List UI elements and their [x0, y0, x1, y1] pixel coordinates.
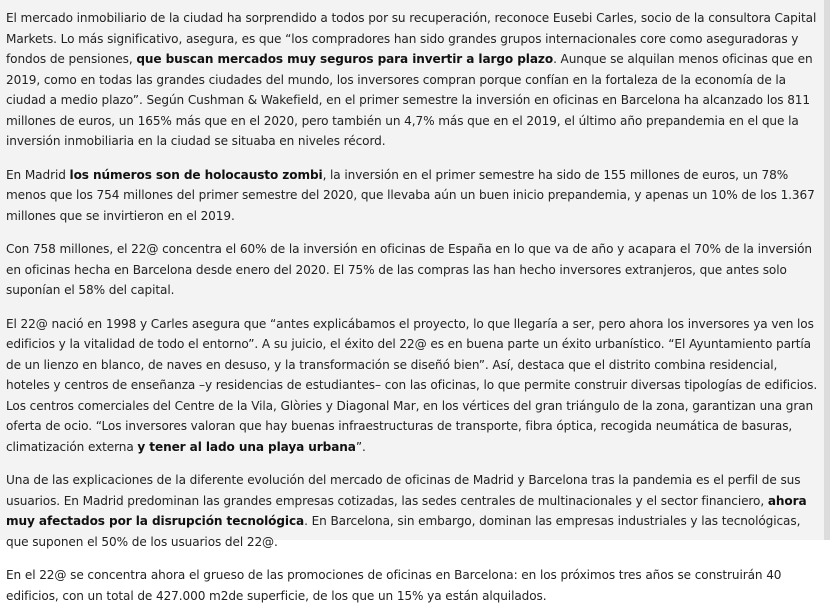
paragraph-1: [6, 8, 820, 152]
highlight-text: ahora muy afectados por la disrupción tecnológica: [6, 493, 807, 528]
paragraph-2: [6, 165, 820, 227]
paragraph-3: [6, 239, 820, 301]
paragraph-text: En Madrid: [6, 167, 70, 182]
paragraph-text: Con 758 millones, el 22@ concentra el 60% de la inversión en oficinas de España en lo que va de año y acapara el 70% de la inversión en oficinas hecha en Barcelona desde enero del 2020. El 75% de las compras las han hecho inversores extranjeros, que antes solo suponían el 58% del capital.: [6, 242, 812, 297]
paragraph-text: Una de las explicaciones de la diferente evolución del mercado de oficinas de Madrid y Barcelona tras la pandemia es el perfil de sus usuarios. En Madrid predominan las grandes empresas cotizadas, las sedes centrales de multinacionales y el sector financiero,: [6, 473, 801, 508]
paragraph-text: , la inversión en el primer semestre ha sido de 155 millones de euros, un 78% menos que los 754 millones del primer semestre del 2020, que llevaba aún un buen inicio prepandemia, y apenas un 10% de los 1.367 millones que se invirtieron en el 2019.: [6, 167, 815, 223]
paragraph-4: [6, 314, 820, 458]
paragraph-text: . Aunque se alquilan menos oficinas que en 2019, como en todas las grandes ciudades del mundo, los inversores compran porque confían en la fortaleza de la economía de la ciudad a medio plazo”. Según Cushman & Wakefield, en el primer semestre la inversión en oficinas en Barcelona ha alcanzado los 811 millones de euros, un 165% más que en el 2020, pero también un 4,7% más que en el 2019, el último año prepandemia en el que la inversión inmobiliaria en la ciudad se situaba en niveles récord.: [6, 52, 813, 148]
highlight-text: que buscan mercados muy seguros para invertir a largo plazo: [136, 52, 554, 66]
paragraph-text: ”.: [355, 439, 366, 454]
highlight-text: los números son de holocausto zombi: [69, 167, 323, 182]
paragraph-text: En el 22@ se concentra ahora el grueso de las promociones de oficinas en Barcelona: en los próximos tres años se construirán 40 edificios, con un total de 427.000 m2de superficie, de los que un 15% ya están alquilados.: [6, 568, 782, 603]
highlight-text: y tener al lado una playa urbana: [137, 439, 356, 454]
paragraph-text: El 22@ nació en 1998 y Carles asegura que “antes explicábamos el proyecto, lo que llegaría a ser, pero ahora los inversores ya ven los edificios y la vitalidad de todo el entorno”. A su juicio, el éxito del 22@ es en buena parte un éxito urbanístico. “El Ayuntamiento partía de un lienzo en blanco, de naves en desuso, y la transformación se diseñó bien”. Así, destaca que el distrito combina residencial, hoteles y centros de enseñanza –y residencias de estudiantes– con las oficinas, lo que permite construir diversas tipologías de edificios. Los centros comerciales del Centre de la Vila, Glòries y Diagonal Mar, en los vértices del gran triángulo de la zona, garantizan una gran oferta de ocio. “Los inversores valoran que hay buenas infraestructuras de transporte, fibra óptica, recogida neumática de basuras, climatización externa: [6, 316, 818, 454]
paragraph-6: [6, 565, 820, 606]
paragraph-text: . En Barcelona, sin embargo, dominan las empresas industriales y las tecnológicas, que suponen el 50% de los usuarios del 22@.: [6, 514, 801, 549]
paragraph-text: El mercado inmobiliario de la ciudad ha sorprendido a todos por su recuperación, reconoce Eusebi Carles, socio de la consultora Capital Markets. Lo más significativo, asegura, es que “los compradores han sido grandes grupos internacionales core como aseguradoras y fondos de pensiones,: [6, 11, 817, 66]
